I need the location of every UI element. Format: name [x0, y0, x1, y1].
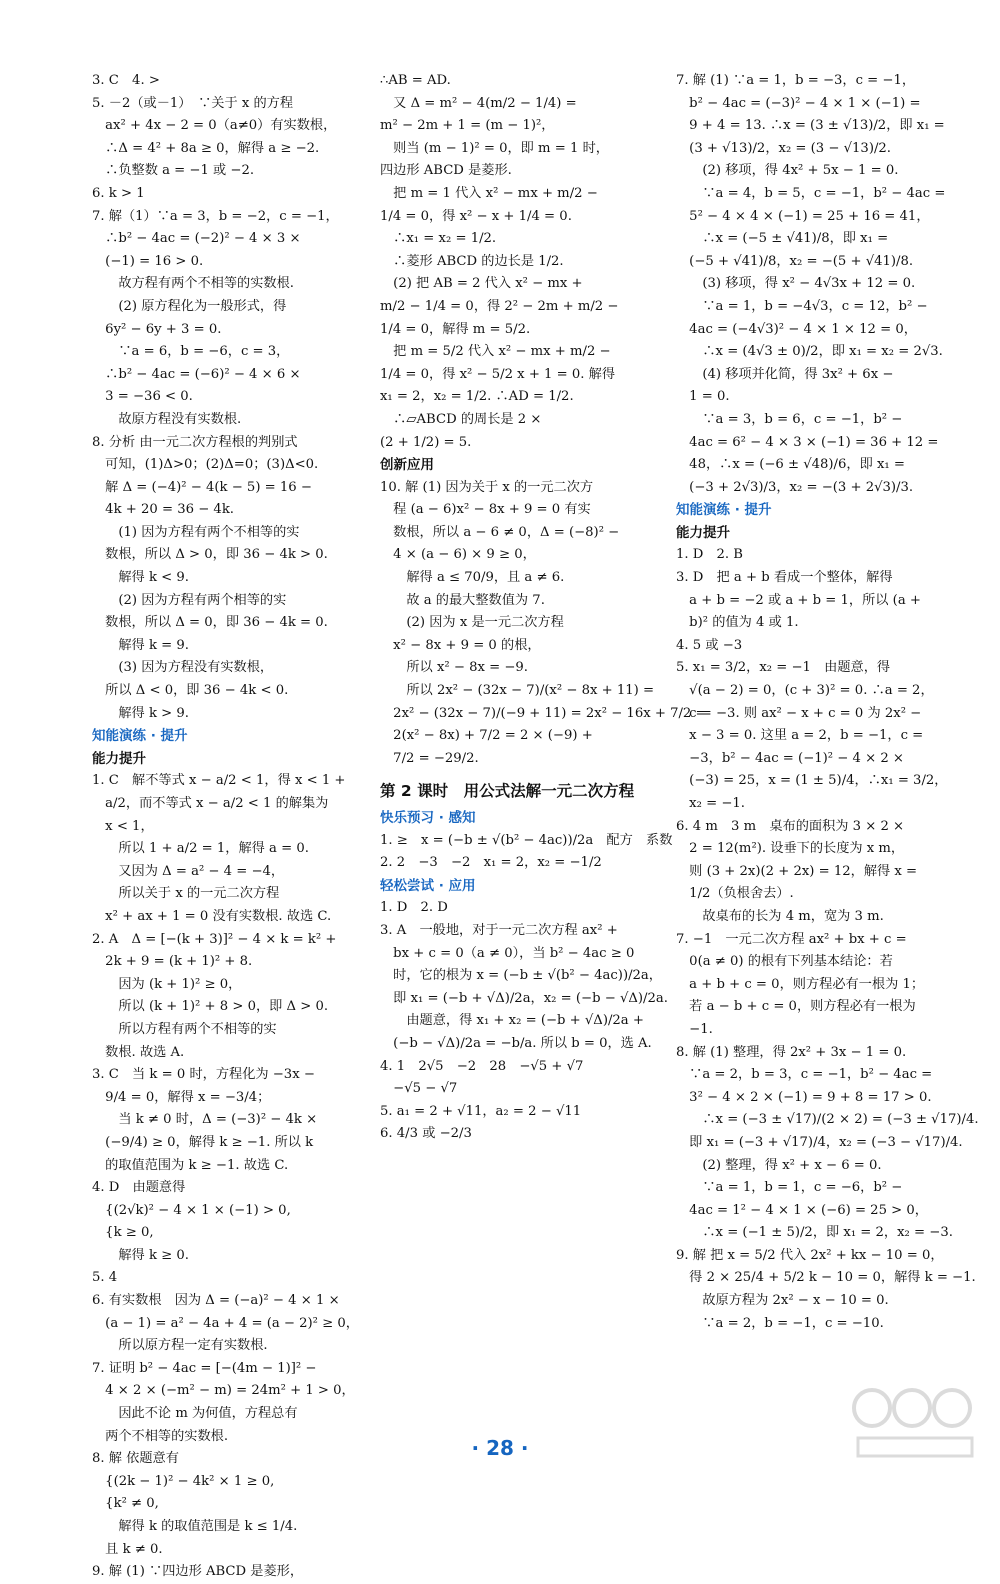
section-heading: 快乐预习 · 感知: [380, 810, 476, 826]
text-line: 所以关于 x 的一元二次方程: [92, 886, 280, 902]
text-line: 四边形 ABCD 是菱形.: [380, 163, 512, 179]
text-line: 6. 4 m 3 m 桌布的面积为 3 × 2 ×: [676, 818, 905, 834]
text-line: 数根，所以 Δ = 0，即 36 − 4k = 0.: [92, 615, 328, 631]
text-line: x < 1，: [92, 818, 154, 834]
text-line: ∴x = (−3 ± √17)/(2 × 2) = (−3 ± √17)/4.: [676, 1112, 979, 1128]
text-line: ∴b² − 4ac = (−6)² − 4 × 6 ×: [92, 366, 301, 382]
text-line: 4 × 2 × (−m² − m) = 24m² + 1 > 0，: [92, 1383, 355, 1399]
text-line: 3. A 一般地，对于一元二次方程 ax² +: [380, 922, 618, 938]
text-line: (1) 因为方程有两个不相等的实: [92, 524, 300, 540]
text-line: 数根，所以 a − 6 ≠ 0，Δ = (−8)² −: [380, 524, 620, 540]
text-line: 解得 k 的取值范围是 k ≤ 1/4.: [92, 1519, 298, 1534]
text-line: 4. D 由题意得: [92, 1180, 186, 1196]
text-line: {k² ≠ 0,: [92, 1496, 159, 1512]
text-line: {k ≥ 0,: [92, 1225, 154, 1241]
text-line: 所以 1 + a/2 = 1，解得 a = 0.: [92, 841, 309, 857]
text-line: 又 Δ = m² − 4(m/2 − 1/4) =: [380, 95, 577, 111]
text-line: (2) 原方程化为一般形式，得: [92, 298, 287, 314]
text-line: 把 m = 5/2 代入 x² − mx + m/2 −: [380, 344, 611, 360]
text-line: 所以 2x² − (32x − 7)/(x² − 8x + 11) =: [380, 683, 654, 699]
text-line: 因此不论 m 为何值，方程总有: [92, 1406, 298, 1422]
text-line: (3) 因为方程没有实数根，: [92, 660, 274, 676]
text-line: x² − 8x + 9 = 0 的根，: [380, 637, 541, 653]
text-line: 故方程有两个不相等的实数根.: [92, 276, 295, 292]
column-1: [92, 70, 364, 1584]
text-line: 9. 解 (1) ∵四边形 ABCD 是菱形，: [92, 1564, 304, 1580]
text-line: x² + ax + 1 = 0 没有实数根. 故选 C.: [92, 908, 332, 924]
text-line: 的取值范围为 k ≥ −1. 故选 C.: [92, 1157, 289, 1173]
text-line: ∵a = 6，b = −6，c = 3，: [92, 344, 290, 360]
text-line: 9. 解 把 x = 5/2 代入 2x² + kx − 10 = 0，: [676, 1247, 944, 1263]
text-line: 9/4 = 0，解得 x = −3/4；: [92, 1089, 271, 1105]
text-line: ∵a = 2，b = −1，c = −10.: [676, 1315, 884, 1331]
text-line: 解得 k ≥ 0.: [92, 1247, 189, 1263]
section-heading: 能力提升: [676, 524, 730, 541]
text-line: x₁ = 2，x₂ = 1/2. ∴AD = 1/2.: [380, 389, 574, 405]
text-line: 可知，(1)Δ>0；(2)Δ=0；(3)Δ<0.: [92, 457, 319, 473]
text-line: 1/4 = 0，得 x² − x + 1/4 = 0.: [380, 208, 572, 224]
text-line: 因为 (k + 1)² ≥ 0，: [92, 976, 242, 992]
text-line: 7. 证明 b² − 4ac = [−(4m − 1)]² −: [92, 1360, 317, 1376]
text-line: 解得 a ≤ 70/9，且 a ≠ 6.: [380, 570, 565, 586]
text-line: 4ac = (−4√3)² − 4 × 1 × 12 = 0，: [676, 321, 917, 337]
text-line: 7. −1 一元二次方程 ax² + bx + c =: [676, 931, 907, 947]
text-line: 2. 2 −3 −2 x₁ = 2，x₂ = −1/2: [380, 855, 602, 871]
text-line: 0(a ≠ 0) 的根有下列基本结论：若: [676, 954, 893, 970]
section-heading: 创新应用: [380, 457, 434, 474]
text-line: 解得 k > 9.: [92, 705, 189, 721]
watermark-logo-icon: [850, 1378, 980, 1464]
text-line: ∵a = 2，b = 3，c = −1，b² − 4ac =: [676, 1067, 933, 1083]
text-line: ∴▱ABCD 的周长是 2 ×: [380, 411, 542, 427]
text-line: 8. 解 依题意有: [92, 1451, 179, 1467]
text-line: 4 × (a − 6) × 9 ≥ 0，: [380, 547, 536, 563]
text-line: 解得 k = 9.: [92, 637, 189, 653]
text-line: ∴AB = AD.: [380, 73, 451, 88]
text-line: (3 + √13)/2，x₂ = (3 − √13)/2.: [676, 140, 891, 156]
text-line: ∵a = 4，b = 5，c = −1，b² − 4ac =: [676, 185, 946, 201]
text-line: ∵a = 1，b = −4√3，c = 12，b² −: [676, 298, 928, 314]
text-line: 所以 x² − 8x = −9.: [380, 660, 528, 676]
text-line: 4k + 20 = 36 − 4k.: [92, 502, 235, 518]
text-line: 4. 1 2√5 −2 28 −√5 + √7: [380, 1058, 584, 1074]
text-line: 2k + 9 = (k + 1)² + 8.: [92, 954, 253, 970]
text-line: 则当 (m − 1)² = 0，即 m = 1 时，: [380, 140, 609, 156]
text-line: (2) 把 AB = 2 代入 x² − mx +: [380, 276, 583, 292]
text-line: 5. a₁ = 2 + √11，a₂ = 2 − √11: [380, 1103, 582, 1119]
text-line: 4ac = 6² − 4 × 3 × (−1) = 36 + 12 =: [676, 434, 939, 450]
text-line: 又因为 Δ = a² − 4 = −4，: [92, 863, 285, 879]
text-line: 9 + 4 = 13. ∴x = (3 ± √13)/2，即 x₁ =: [676, 118, 945, 134]
text-line: 3. D 把 a + b 看成一个整体，解得: [676, 570, 893, 586]
text-line: 48，∴x = (−6 ± √48)/6，即 x₁ =: [676, 457, 905, 473]
text-line: 1 = 0.: [676, 389, 730, 405]
text-line: −1.: [676, 1021, 713, 1037]
text-line: (a − 1) = a² − 4a + 4 = (a − 2)² ≥ 0，: [92, 1315, 359, 1331]
text-line: 解得 k < 9.: [92, 570, 189, 586]
text-line: 故桌布的长为 4 m，宽为 3 m.: [676, 908, 884, 924]
text-line: 3² − 4 × 2 × (−1) = 9 + 8 = 17 > 0.: [676, 1089, 932, 1105]
text-line: (2 + 1/2) = 5.: [380, 434, 472, 450]
text-line: 数根. 故选 A.: [92, 1044, 185, 1060]
text-line: 5. x₁ = 3/2，x₂ = −1 由题意，得: [676, 660, 891, 676]
text-line: 故原方程没有实数根.: [92, 411, 242, 427]
text-line: 1. C 解不等式 x − a/2 < 1，得 x < 1 +: [92, 773, 346, 789]
text-line: 所以方程有两个不相等的实: [92, 1021, 277, 1037]
text-line: a + b + c = 0，则方程必有一根为 1；: [676, 976, 925, 992]
section-heading: 轻松尝试 · 应用: [380, 877, 476, 894]
section-heading: 知能演练 · 提升: [676, 502, 772, 519]
text-line: (2) 因为 x 是一元二次方程: [380, 615, 564, 631]
text-line: (2) 移项，得 4x² + 5x − 1 = 0.: [676, 163, 899, 179]
text-line: 即 x₁ = (−b + √Δ)/2a，x₂ = (−b − √Δ)/2a.: [380, 990, 668, 1006]
text-line: −3，b² − 4ac = (−1)² − 4 × 2 ×: [676, 750, 904, 766]
text-line: 故原方程为 2x² − x − 10 = 0.: [676, 1293, 889, 1309]
text-line: 1/4 = 0，得 x² − 5/2 x + 1 = 0. 解得: [380, 366, 616, 382]
text-line: 3. C 当 k = 0 时，方程化为 −3x −: [92, 1067, 315, 1083]
text-line: 5. 4: [92, 1270, 118, 1286]
text-line: 两个不相等的实数根.: [92, 1428, 229, 1444]
text-line: 所以原方程一定有实数根.: [92, 1338, 268, 1354]
text-line: ∵a = 3，b = 6，c = −1，b² −: [676, 411, 903, 427]
text-line: 2(x² − 8x) + 7/2 = 2 × (−9) +: [380, 728, 593, 744]
text-line: 且 k ≠ 0.: [92, 1541, 163, 1557]
text-line: 所以 Δ < 0，即 36 − 4k < 0.: [92, 683, 289, 699]
text-line: 6. k > 1: [92, 185, 145, 201]
text-line: 则 (3 + 2x)(2 + 2x) = 12，解得 x =: [676, 863, 918, 879]
text-line: 把 m = 1 代入 x² − mx + m/2 −: [380, 185, 598, 201]
text-line: 1/2（负根舍去）.: [676, 886, 794, 902]
text-line: √(a − 2) = 0，(c + 3)² = 0. ∴a = 2，: [676, 683, 934, 699]
text-line: 所以 (k + 1)² + 8 > 0，即 Δ > 0.: [92, 999, 329, 1015]
text-line: (4) 移项并化简，得 3x² + 6x −: [676, 366, 894, 382]
text-line: 3 = −36 < 0.: [92, 389, 193, 405]
text-line: (3) 移项，得 x² − 4√3x + 12 = 0.: [676, 276, 916, 292]
text-line: ∴x = (−5 ± √41)/8，即 x₁ =: [676, 231, 889, 247]
text-line: ∵a = 1，b = 1，c = −6，b² −: [676, 1180, 903, 1196]
text-line: 7. 解（1）∵a = 3，b = −2，c = −1，: [92, 208, 339, 224]
text-line: ∴Δ = 4² + 8a ≥ 0，解得 a ≥ −2.: [92, 140, 320, 156]
text-line: {(2√k)² − 4 × 1 × (−1) > 0,: [92, 1202, 291, 1218]
text-line: m² − 2m + 1 = (m − 1)²，: [380, 118, 555, 134]
text-line: 6. 有实数根 因为 Δ = (−a)² − 4 × 1 ×: [92, 1293, 340, 1309]
text-line: bx + c = 0（a ≠ 0），当 b² − 4ac ≥ 0: [380, 945, 635, 961]
text-line: 7. 解 (1) ∵a = 1，b = −3，c = −1，: [676, 73, 916, 88]
text-line: 2. A Δ = [−(k + 3)]² − 4 × k = k² +: [92, 931, 337, 947]
page-number: · 28 ·: [471, 1436, 529, 1460]
text-line: 7/2 = −29/2.: [380, 750, 479, 766]
text-line: {(2k − 1)² − 4k² × 1 ≥ 0,: [92, 1473, 275, 1489]
lesson-heading: 第 2 课时 用公式法解一元二次方程: [380, 782, 635, 801]
text-line: 1/4 = 0，解得 m = 5/2.: [380, 321, 531, 337]
text-line: 5² − 4 × 4 × (−1) = 25 + 16 = 41，: [676, 208, 930, 224]
column-3: [676, 70, 979, 1335]
text-line: b² − 4ac = (−3)² − 4 × 1 × (−1) =: [676, 95, 921, 111]
text-line: (−b − √Δ)/2a = −b/a. 所以 b = 0，选 A.: [380, 1035, 652, 1051]
text-line: (2) 整理，得 x² + x − 6 = 0.: [676, 1157, 882, 1173]
text-line: 2 = 12(m²). 设垂下的长度为 x m，: [676, 841, 905, 857]
text-line: 数根，所以 Δ > 0，即 36 − 4k > 0.: [92, 547, 328, 563]
text-line: ∴x₁ = x₂ = 1/2.: [380, 231, 497, 247]
text-line: 程 (a − 6)x² − 8x + 9 = 0 有实: [380, 502, 591, 518]
text-line: 当 k ≠ 0 时，Δ = (−3)² − 4k ×: [92, 1112, 318, 1128]
section-heading: 能力提升: [92, 750, 146, 767]
text-line: b)² 的值为 4 或 1.: [676, 615, 799, 631]
text-line: (2) 因为方程有两个相等的实: [92, 592, 287, 608]
text-line: (−9/4) ≥ 0，解得 k ≥ −1. 所以 k: [92, 1134, 314, 1150]
text-line: (−1) = 16 > 0.: [92, 253, 204, 269]
text-line: a/2，而不等式 x − a/2 < 1 的解集为: [92, 796, 329, 811]
text-line: 由题意，得 x₁ + x₂ = (−b + √Δ)/2a +: [380, 1013, 644, 1029]
text-line: ∴x = (−1 ± 5)/2，即 x₁ = 2，x₂ = −3.: [676, 1225, 953, 1241]
text-line: c = −3. 则 ax² − x + c = 0 为 2x² −: [676, 705, 922, 721]
section-heading: 知能演练 · 提升: [92, 728, 188, 745]
text-line: ∴菱形 ABCD 的边长是 1/2.: [380, 253, 564, 269]
text-line: 5. －2（或－1） ∵关于 x 的方程: [92, 95, 294, 111]
text-line: (−3 + 2√3)/3，x₂ = −(3 + 2√3)/3.: [676, 479, 914, 495]
text-line: 时，它的根为 x = (−b ± √(b² − 4ac))/2a，: [380, 968, 662, 984]
text-line: 即 x₁ = (−3 + √17)/4，x₂ = (−3 − √17)/4.: [676, 1134, 963, 1150]
text-line: 1. D 2. D: [380, 900, 448, 916]
text-line: 1. ≥ x = (−b ± √(b² − 4ac))/2a 配方 系数: [380, 832, 673, 848]
text-line: 8. 分析 由一元二次方程根的判别式: [92, 434, 298, 450]
text-line: x − 3 = 0. 这里 a = 2，b = −1，c =: [676, 728, 924, 744]
text-line: 6y² − 6y + 3 = 0.: [92, 321, 222, 337]
text-line: x₂ = −1.: [676, 796, 745, 811]
text-line: ∴b² − 4ac = (−2)² − 4 × 3 ×: [92, 231, 301, 247]
text-line: 得 2 × 25/4 + 5/2 k − 10 = 0，解得 k = −1.: [676, 1270, 976, 1286]
text-line: 3. C 4. >: [92, 73, 160, 88]
text-line: 故 a 的最大整数值为 7.: [380, 592, 545, 608]
text-line: 解 Δ = (−4)² − 4(k − 5) = 16 −: [92, 479, 312, 495]
text-line: (−3) = 25，x = (1 ± 5)/4，∴x₁ = 3/2，: [676, 773, 948, 789]
text-line: ∴x = (4√3 ± 0)/2，即 x₁ = x₂ = 2√3.: [676, 344, 943, 360]
text-line: 若 a − b + c = 0，则方程必有一根为: [676, 999, 916, 1015]
text-line: m/2 − 1/4 = 0，得 2² − 2m + m/2 −: [380, 298, 619, 314]
text-line: 1. D 2. B: [676, 547, 743, 563]
text-line: a + b = −2 或 a + b = 1，所以 (a +: [676, 592, 921, 608]
text-line: 8. 解 (1) 整理，得 2x² + 3x − 1 = 0.: [676, 1044, 907, 1060]
text-line: 2x² − (32x − 7)/(−9 + 11) = 2x² − 16x + 7/2 =: [380, 705, 707, 721]
text-line: 4ac = 1² − 4 × 1 × (−6) = 25 > 0，: [676, 1202, 928, 1218]
text-line: 10. 解 (1) 因为关于 x 的一元二次方: [380, 479, 594, 495]
text-line: −√5 − √7: [380, 1081, 458, 1097]
text-line: ax² + 4x − 2 = 0（a≠0）有实数根，: [92, 118, 337, 134]
text-line: (−5 + √41)/8，x₂ = −(5 + √41)/8.: [676, 253, 914, 269]
text-line: ∴负整数 a = −1 或 −2.: [92, 163, 255, 179]
text-line: 4. 5 或 −3: [676, 637, 743, 653]
text-line: 6. 4/3 或 −2/3: [380, 1126, 472, 1142]
